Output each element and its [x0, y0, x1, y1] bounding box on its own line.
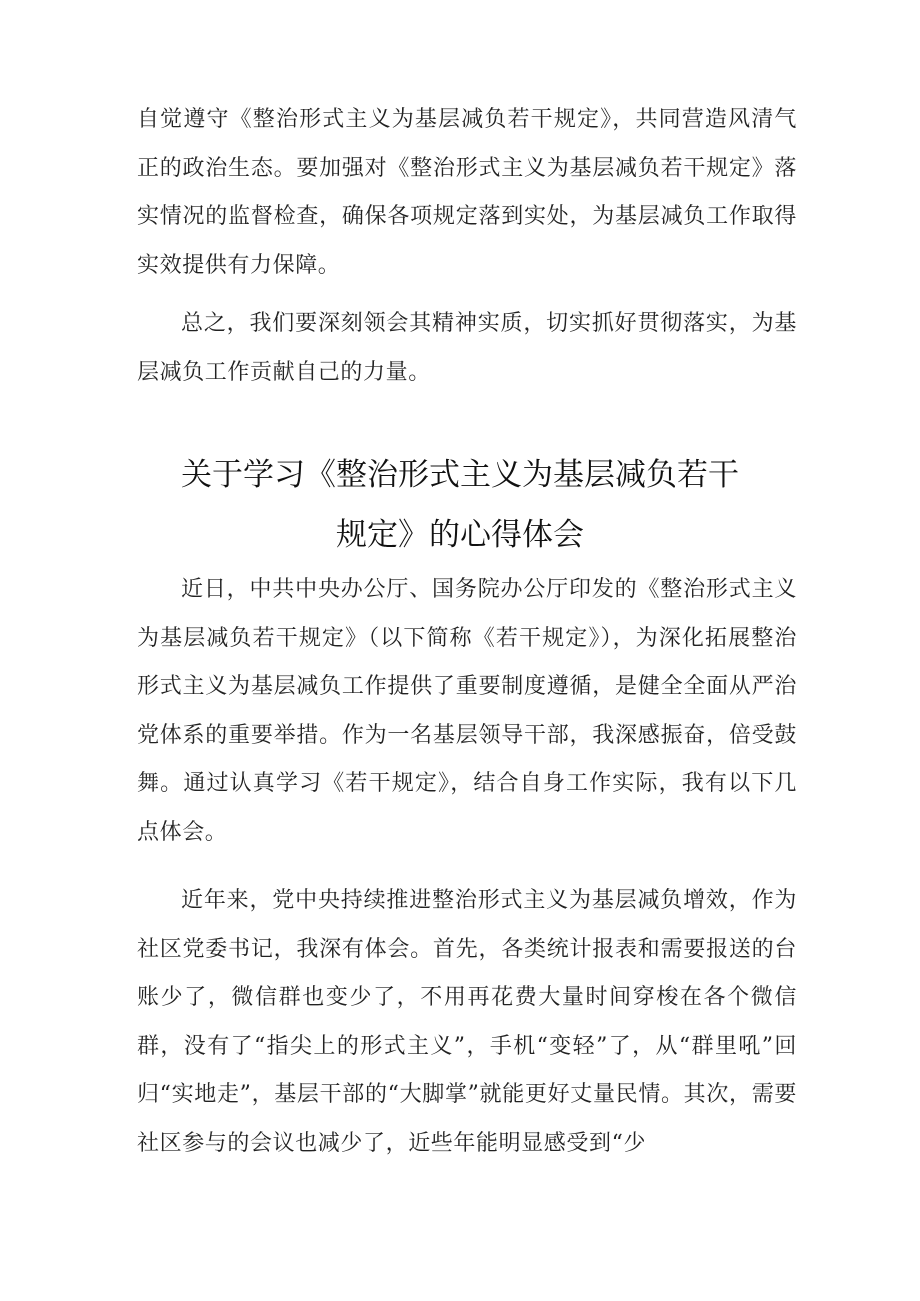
article-title [100, 445, 820, 565]
paragraph-intro: 近日，中共中央办公厅、国务院办公厅印发的《整治形式主义为基层减负若干规定》（以下简称《若干规定》），为深化拓展整治形式主义为基层减负工作提供了重要制度遵循，是健全全面从严治党体系的重要举措。作为一名基层领导干部，我深感振奋，倍受鼓舞。通过认真学习《若干规定》，结合自身工作实际，我有以下几点体会。 [137, 577, 797, 845]
article-title-line-1: 关于学习《整治形式主义为基层减负若干 [181, 457, 739, 493]
article-title-line-2: 规定》的心得体会 [336, 517, 584, 553]
paragraph-conclusion: 总之，我们要深刻领会其精神实质，切实抓好贯彻落实，为基层减负工作贡献自己的力量。 [137, 311, 797, 385]
paragraph-continued: 自觉遵守《整治形式主义为基层减负若干规定》，共同营造风清气正的政治生态。要加强对《整治形式主义为基层减负若干规定》落实情况的监督检查，确保各项规定落到实处，为基层减负工作取得实效提供有力保障。 [137, 107, 797, 278]
paragraph-experience: 近年来，党中央持续推进整治形式主义为基层减负增效，作为社区党委书记，我深有体会。首先，各类统计报表和需要报送的台账少了，微信群也变少了，不用再花费大量时间穿梭在各个微信群，没有了“指尖上的形式主义”，手机“变轻”了，从“群里吼”回归“实地走”，基层干部的“大脚掌”就能更好丈量民情。其次，需要社区参与的会议也减少了，近些年能明显感受到“少 [137, 888, 797, 1156]
